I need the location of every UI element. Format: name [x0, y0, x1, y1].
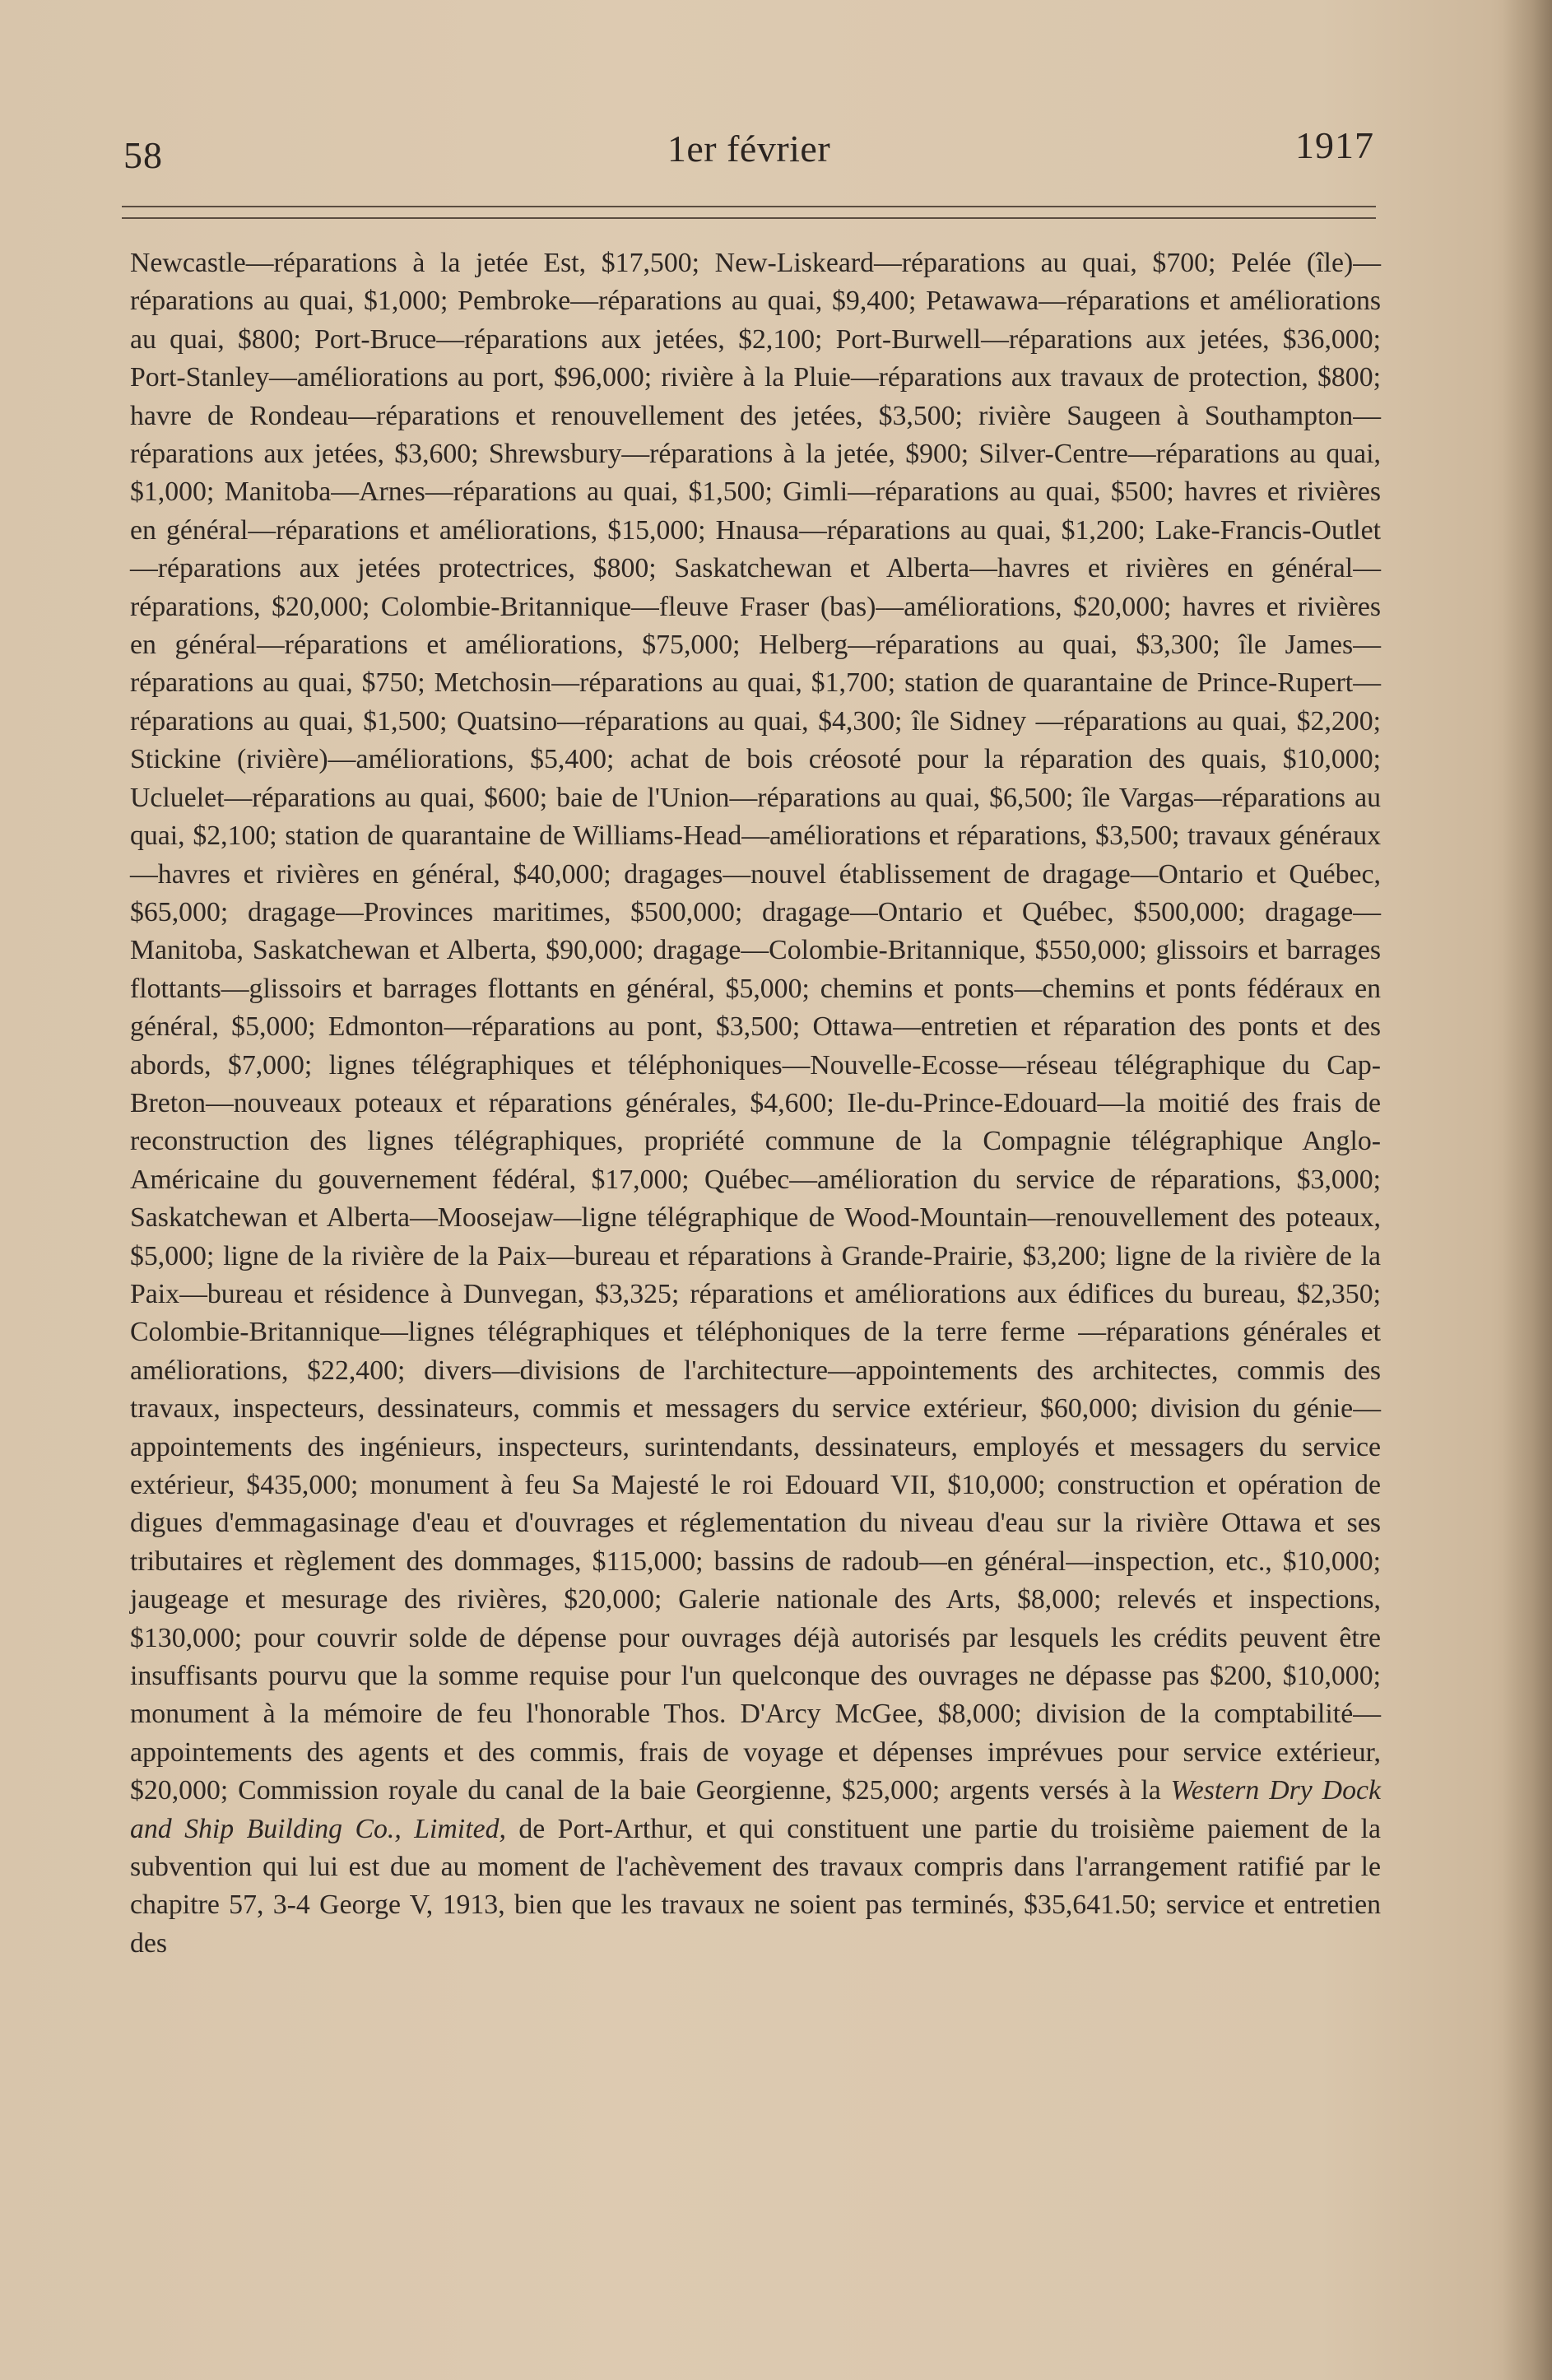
- header-rule-bottom: [122, 217, 1376, 219]
- body-text-part-1: Newcastle—réparations à la jetée Est, $17,500; New-Liskeard—réparations au quai, $700; Pelée (île)—réparations au quai, $1,000; Pembroke—réparations au quai, $9,400; Petawawa—réparations et améliorations au quai, $800; Port-Bruce—réparations aux jetées, $2,100; Port-Burwell—réparations aux jetées, $36,000; Port-Stanley—améliorations au port, $96,000; rivière à la Pluie—réparations aux travaux de protection, $800; havre de Rondeau—réparations et renouvellement des jetées, $3,500; rivière Saugeen à Southampton—réparations aux jetées, $3,600; Shrewsbury—réparations à la jetée, $900; Silver-Centre—réparations au quai, $1,000; Manitoba—Arnes—réparations au quai, $1,500; Gimli—réparations au quai, $500; havres et rivières en général—réparations et améliorations, $15,000; Hnausa—réparations au quai, $1,200; Lake-Francis-Outlet—réparations aux jetées protectrices, $800; Saskatchewan et Alberta—havres et rivières en général—réparations, $20,000; Colombie-Britannique—fleuve Fraser (bas)—améliorations, $20,000; havres et rivières en général—réparations et améliorations, $75,000; Helberg—réparations au quai, $3,300; île James—réparations au quai, $750; Metchosin—réparations au quai, $1,700; station de quarantaine de Prince-Rupert—réparations au quai, $1,500; Quatsino—réparations au quai, $4,300; île Sidney —réparations au quai, $2,200; Stickine (rivière)—améliorations, $5,400; achat de bois créosoté pour la réparation des quais, $10,000; Ucluelet—réparations au quai, $600; baie de l'Union—réparations au quai, $6,500; île Vargas—réparations au quai, $2,100; station de quarantaine de Williams-Head—améliorations et réparations, $3,500; travaux généraux—havres et rivières en général, $40,000; dragages—nouvel établissement de dragage—Ontario et Québec, $65,000; dragage—Provinces maritimes, $500,000; dragage—Ontario et Québec, $500,000; dragage—Manitoba, Saskatchewan et Alberta, $90,000; dragage—Colombie-Britannique, $550,000; glissoirs et barrages flottants—glissoirs et barrages flottants en général, $5,000; chemins et ponts—chemins et ponts fédéraux en général, $5,000; Edmonton—réparations au pont, $3,500; Ottawa—entretien et réparation des ponts et des abords, $7,000; lignes télégraphiques et téléphoniques—Nouvelle-Ecosse—réseau télégraphique du Cap-Breton—nouveaux poteaux et réparations générales, $4,600; Ile-du-Prince-Edouard—la moitié des frais de reconstruction des lignes télégraphiques, propriété commune de la Compagnie télégraphique Anglo-Américaine du gouvernement fédéral, $17,000; Québec—amélioration du service de réparations, $3,000; Saskatchewan et Alberta—Moosejaw—ligne télégraphique de Wood-Mountain—renouvellement des poteaux, $5,000; ligne de la rivière de la Paix—bureau et réparations à Grande-Prairie, $3,200; ligne de la rivière de la Paix—bureau et résidence à Dunvegan, $3,325; réparations et améliorations aux édifices du bureau, $2,350; Colombie-Britannique—lignes télégraphiques et téléphoniques de la terre ferme —réparations générales et améliorations, $22,400; divers—divisions de l'architecture—appointements des architectes, commis des travaux, inspecteurs, dessinateurs, commis et messagers du service extérieur, $60,000; division du génie—appointements des ingénieurs, inspecteurs, surintendants, dessinateurs, employés et messagers du service extérieur, $435,000; monument à feu Sa Majesté le roi Edouard VII, $10,000; construction et opération de digues d'emmagasinage d'eau et d'ouvrages et réglementation du niveau d'eau sur la rivière Ottawa et ses tributaires et règlement des dommages, $115,000; bassins de radoub—en général—inspection, etc., $10,000; jaugeage et mesurage des rivières, $20,000; Galerie nationale des Arts, $8,000; relevés et inspections, $130,000; pour couvrir solde de dépense pour ouvrages déjà autorisés par lesquels les crédits peuvent être insuffisants pourvu que la somme requise pour l'un quelconque des ouvrages ne dépasse pas $200, $10,000; monument à la mémoire de feu l'honorable Thos. D'Arcy McGee, $8,000; division de la comptabilité—appointements des agents et des commis, frais de voyage et dépenses imprévues pour service extérieur, $20,000; Commission royale du canal de la baie Georgienne, $25,000; argents versés à la: [130, 248, 1381, 1806]
- header-rule-top: [122, 206, 1376, 207]
- body-text-part-2: de Port-Arthur, et qui constituent une partie du troisième paiement de la subvention qui lui est due au moment de l'achèvement des travaux compris dans l'arrangement ratifié par le chapitre 57, 3-4 George V, 1913, bien que les travaux ne soient pas terminés, $35,641.50; service et entretien des: [130, 1813, 1382, 1959]
- book-spine-shadow: [1503, 0, 1552, 2380]
- page-number: 58: [123, 134, 163, 176]
- body-paragraph: [130, 244, 1381, 1963]
- company-name-italic: Western Dry Dock and Ship Building Co., Limited,: [130, 1775, 1381, 1844]
- body-text: [130, 244, 1381, 1963]
- page-header: [123, 123, 1374, 181]
- page-year: 1917: [1295, 124, 1374, 166]
- page-date: 1er février: [667, 128, 831, 170]
